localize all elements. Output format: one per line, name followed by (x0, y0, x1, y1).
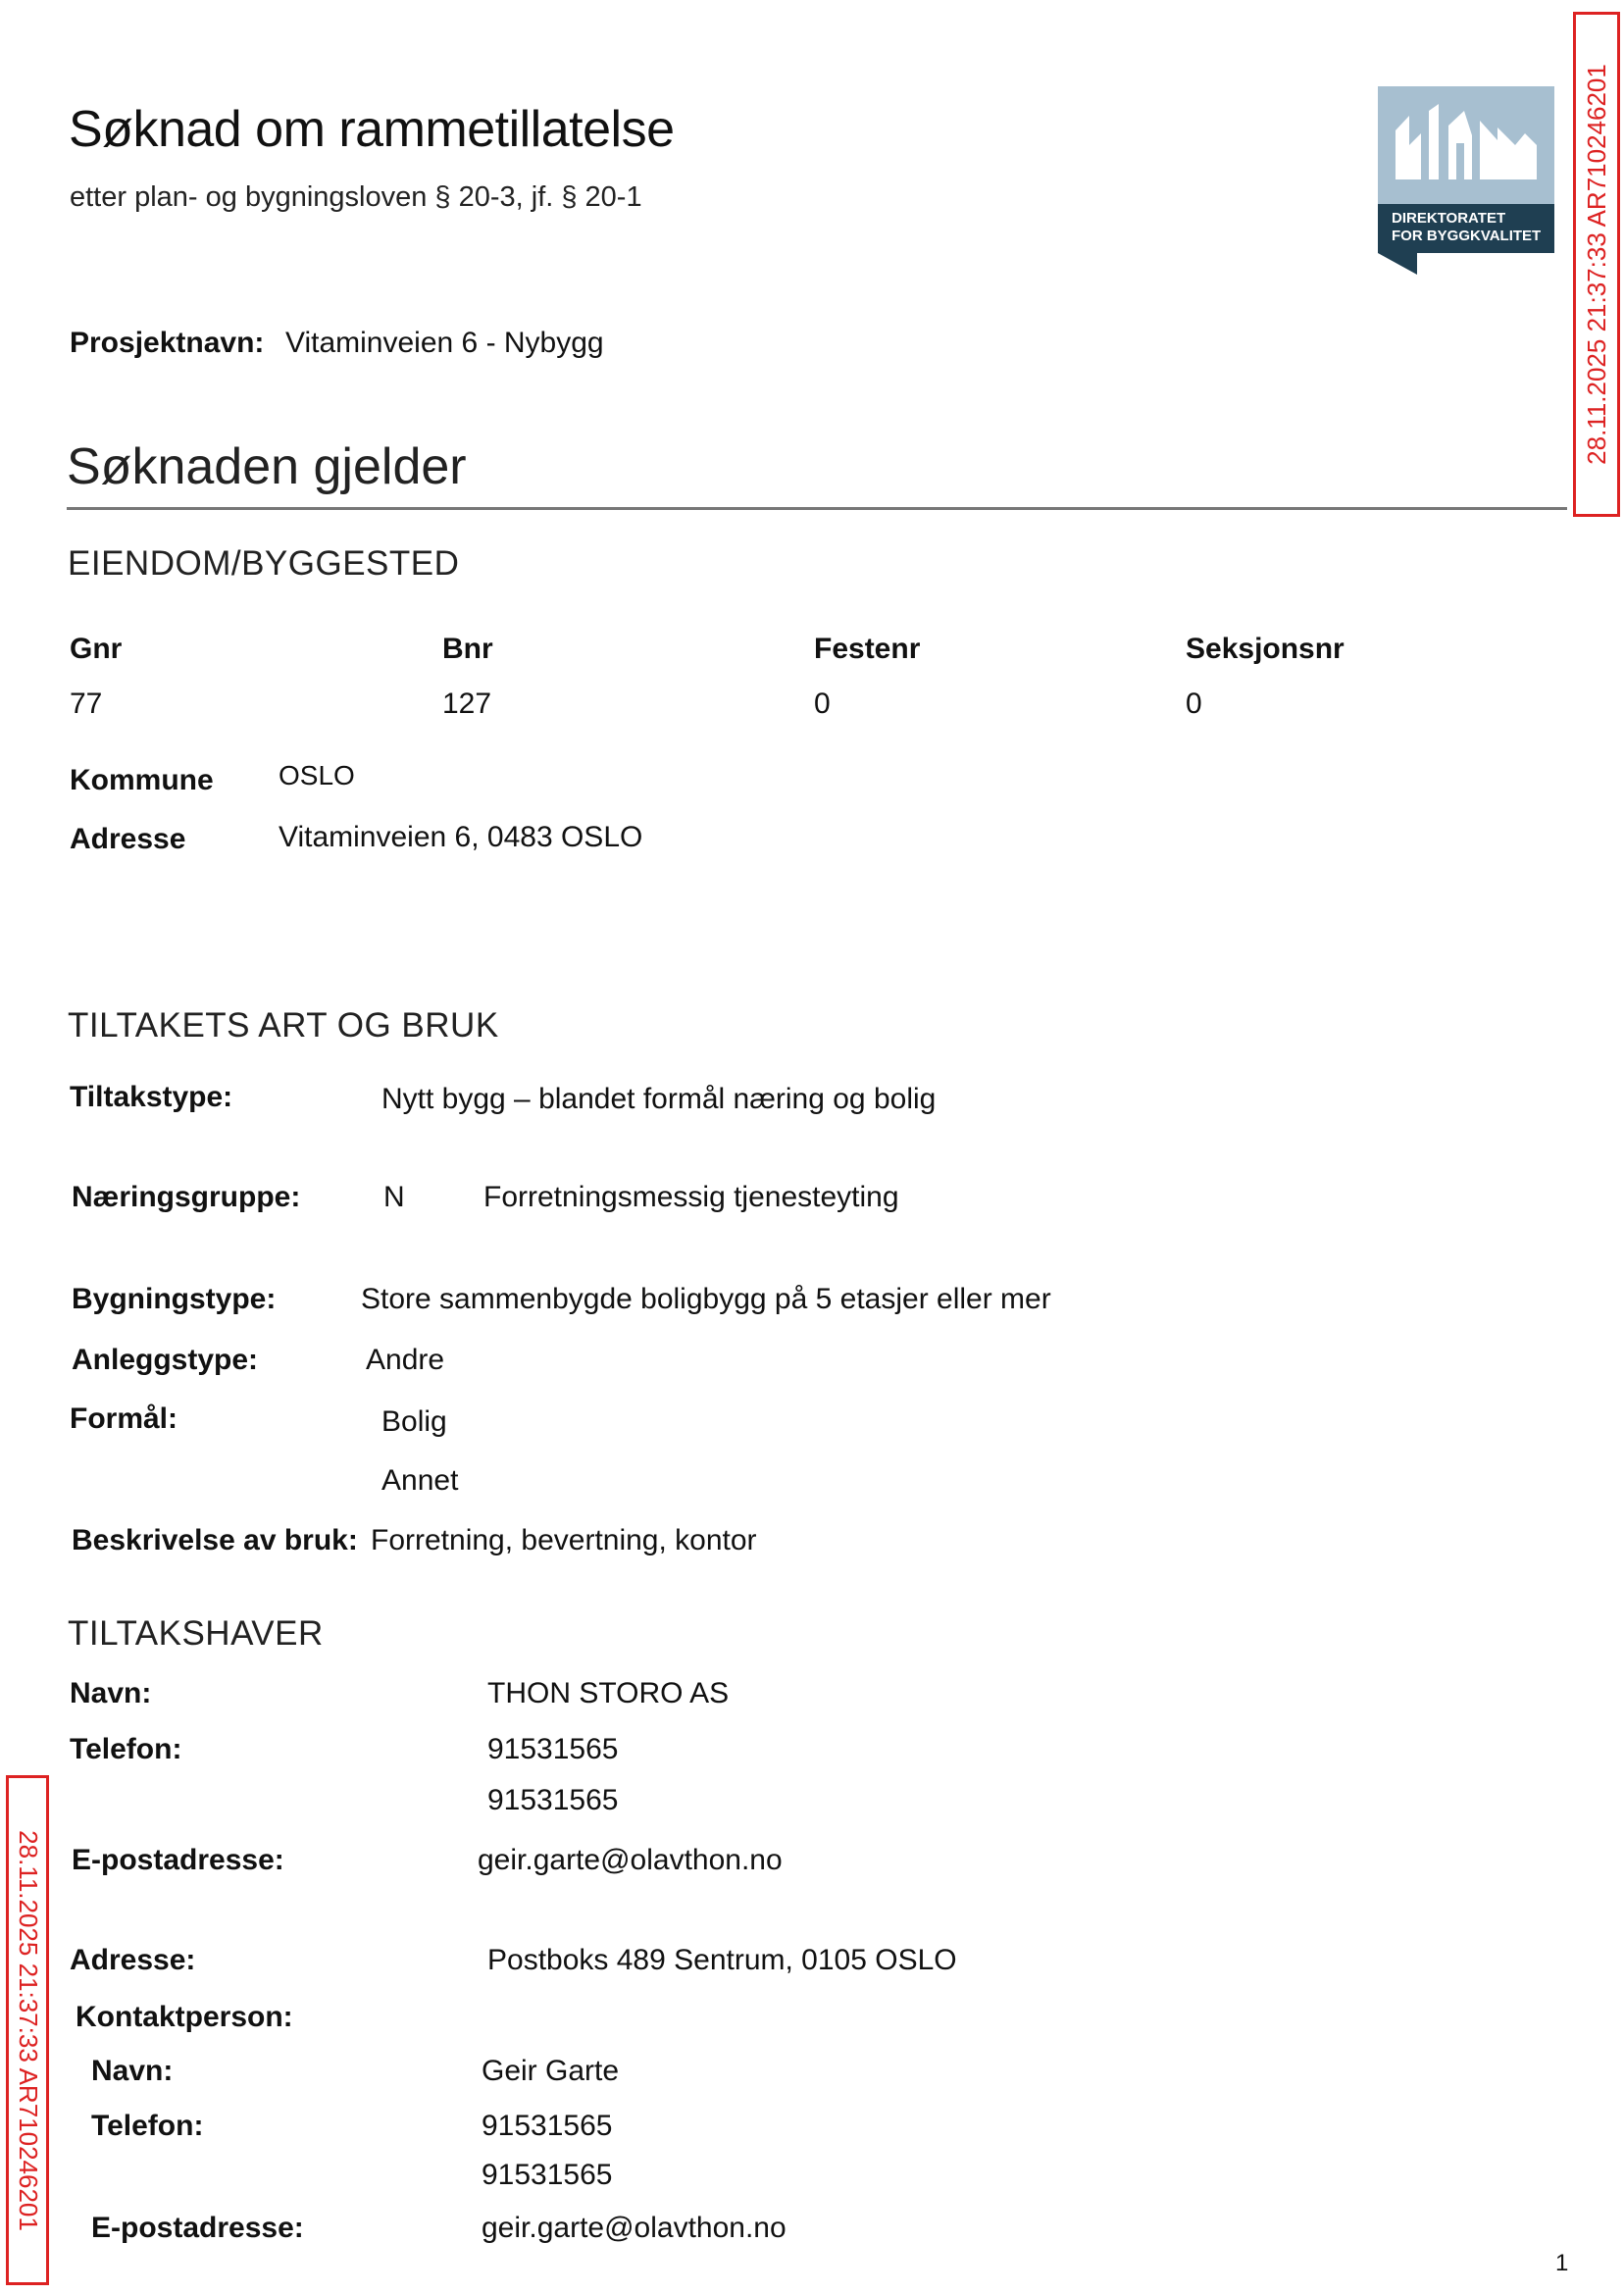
logo-text-line2: FOR BYGGKVALITET (1392, 228, 1542, 244)
kontakt-epost-value[interactable]: geir.garte@olavthon.no (482, 2212, 787, 2244)
seksjonsnr-value: 0 (1186, 688, 1202, 720)
gnr-value: 77 (70, 688, 103, 720)
seksjonsnr-label: Seksjonsnr (1186, 633, 1345, 665)
document-subtitle: etter plan- og bygningsloven § 20-3, jf. § 20-1 (70, 181, 642, 213)
page-number: 1 (1555, 2250, 1569, 2276)
kontakt-telefon-label: Telefon: (91, 2110, 204, 2142)
formal-value-1: Bolig (381, 1405, 447, 1438)
section-heading: Søknaden gjelder (67, 438, 467, 495)
tiltakshaver-telefon-value-2: 91531565 (487, 1784, 619, 1816)
logo-text-line1: DIREKTORATET (1392, 210, 1506, 227)
document-title: Søknad om rammetillatelse (69, 101, 675, 158)
naeringsgruppe-label: Næringsgruppe: (72, 1181, 301, 1213)
tiltakshaver-adresse-label: Adresse: (70, 1944, 196, 1976)
tiltakshaver-navn-value: THON STORO AS (487, 1677, 730, 1709)
bygningstype-label: Bygningstype: (72, 1283, 277, 1315)
tiltakstype-label: Tiltakstype: (70, 1081, 233, 1113)
tiltakshaver-telefon-value-1: 91531565 (487, 1733, 619, 1765)
kontakt-telefon-value-2: 91531565 (482, 2159, 613, 2191)
adresse-label: Adresse (70, 823, 186, 855)
project-name-label: Prosjektnavn: (70, 327, 265, 359)
naeringsgruppe-code: N (383, 1181, 405, 1213)
kommune-value: OSLO (279, 760, 355, 790)
property-heading: EIENDOM/BYGGESTED (68, 544, 460, 583)
tiltakshaver-heading: TILTAKSHAVER (68, 1614, 324, 1653)
bnr-label: Bnr (442, 633, 493, 665)
festenr-value: 0 (814, 688, 831, 720)
formal-value-2: Annet (381, 1464, 459, 1497)
tiltakshaver-epost-value[interactable]: geir.garte@olavthon.no (478, 1844, 783, 1876)
kommune-label: Kommune (70, 764, 214, 796)
dibk-logo-graphic (1378, 86, 1554, 278)
bnr-value: 127 (442, 688, 492, 720)
tiltakshaver-epost-label: E-postadresse: (72, 1844, 284, 1876)
anleggstype-value: Andre (366, 1344, 445, 1376)
anleggstype-label: Anleggstype: (72, 1344, 259, 1376)
timestamp-stamp-right (1573, 12, 1620, 517)
tiltakshaver-adresse-value: Postboks 489 Sentrum, 0105 OSLO (487, 1944, 957, 1976)
naeringsgruppe-value: Forretningsmessig tjenesteyting (483, 1181, 899, 1213)
tiltakstype-value: Nytt bygg – blandet formål næring og bolig (381, 1083, 937, 1115)
dibk-logo (1378, 86, 1554, 278)
kontakt-telefon-value-1: 91531565 (482, 2110, 613, 2142)
kontakt-navn-label: Navn: (91, 2055, 174, 2087)
tiltakshaver-navn-label: Navn: (70, 1677, 152, 1709)
formal-label: Formål: (70, 1402, 178, 1435)
project-name-value: Vitaminveien 6 - Nybygg (285, 327, 604, 359)
festenr-label: Festenr (814, 633, 921, 665)
kontakt-epost-label: E-postadresse: (91, 2212, 304, 2244)
adresse-value: Vitaminveien 6, 0483 OSLO (279, 821, 643, 853)
tiltak-heading: TILTAKETS ART OG BRUK (68, 1006, 499, 1045)
beskrivelse-label: Beskrivelse av bruk: (72, 1524, 358, 1556)
kontakt-navn-value: Geir Garte (482, 2055, 620, 2087)
kontaktperson-label: Kontaktperson: (76, 2001, 293, 2033)
stamp-text: 28.11.2025 21:37:33 AR710246201 (1581, 64, 1611, 465)
gnr-label: Gnr (70, 633, 123, 665)
stamp-text: 28.11.2025 21:37:33 AR710246201 (13, 1829, 43, 2231)
beskrivelse-value: Forretning, bevertning, kontor (371, 1524, 757, 1556)
tiltakshaver-telefon-label: Telefon: (70, 1733, 182, 1765)
bygningstype-value: Store sammenbygde boligbygg på 5 etasjer eller mer (361, 1283, 1051, 1315)
section-divider (67, 507, 1567, 510)
timestamp-stamp-left (6, 1775, 49, 2285)
